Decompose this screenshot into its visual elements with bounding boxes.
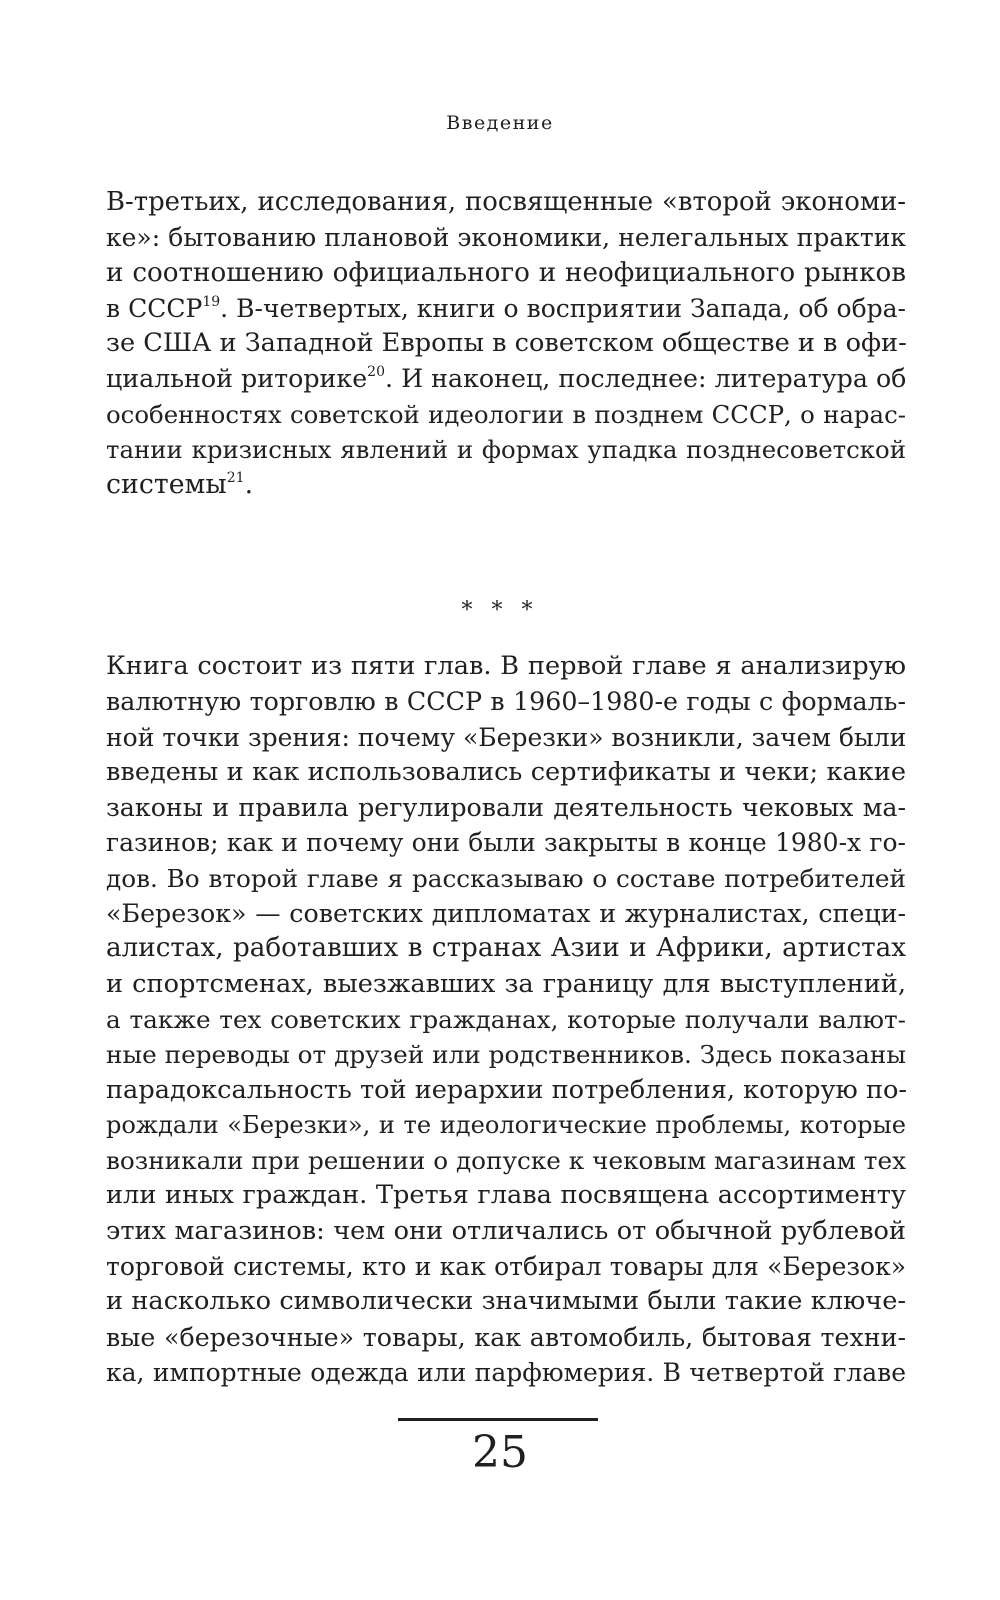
- text-line: зе США и Западной Европы в советском обществе и в офи-: [106, 328, 907, 359]
- text-line: торговой системы, кто и как отбирал товары для «Березок»: [106, 1252, 906, 1282]
- text-line: тании кризисных явлений и формах упадка позднесоветской: [106, 435, 906, 465]
- page-number-rule: [398, 1418, 598, 1421]
- text-line: газинов; как и почему они были закрыты в конце 1980-х го-: [106, 828, 906, 858]
- footnote-ref-21[interactable]: 21: [226, 470, 245, 487]
- page-number: 25: [472, 1427, 528, 1478]
- text-line: алистах, работавших в странах Азии и Африки, артистах: [106, 933, 906, 964]
- text-line: или иных граждан. Третья глава посвящена ассортименту: [106, 1180, 906, 1211]
- text-line: возникали при решении о допуске к чековым магазинам тех: [106, 1146, 906, 1176]
- text-line: системы$^{21}$.: [106, 469, 254, 501]
- text-line: дов. Во второй главе я рассказываю о составе потребителей: [106, 863, 906, 893]
- text-line: и спортсменах, выезжавших за границу для выступлений,: [106, 968, 906, 999]
- text-line: ка, импортные одежда или парфюмерия. В четвертой главе: [106, 1357, 906, 1387]
- text-line: а также тех советских гражданах, которые получали валют-: [106, 1004, 906, 1034]
- paragraph-1: [106, 185, 906, 503]
- paragraph-2: [106, 649, 906, 1390]
- text-line: парадоксальность той иерархии потребления, которую по-: [106, 1074, 908, 1105]
- section-separator: * * *: [461, 598, 539, 623]
- text-line: циальной риторике$^{20}$. И наконец, последнее: литература об: [106, 364, 907, 394]
- text-line: введены и как использовались сертификаты и чеки; какие: [106, 756, 906, 787]
- text-line: В-третьих, исследования, посвященные «второй экономи-: [106, 187, 906, 217]
- text-line: законы и правила регулировали деятельность чековых ма-: [106, 793, 906, 823]
- text-line: и насколько символически значимыми были такие ключе-: [106, 1286, 906, 1317]
- text-line: этих магазинов: чем они отличались от обычной рублевой: [106, 1215, 906, 1246]
- footnote-ref-19[interactable]: 19: [202, 293, 221, 310]
- text-line: ке»: бытованию плановой экономики, нелегальных практик: [106, 223, 906, 253]
- text-line: «Березок» — советских дипломатах и журналистах, специ-: [106, 899, 906, 929]
- text-line: в СССР$^{19}$. В-четвертых, книги о восприятии Запада, об обра-: [106, 293, 906, 323]
- text-line: валютную торговлю в СССР в 1960–1980-е годы с формаль-: [106, 687, 906, 717]
- text-line: Книга состоит из пяти глав. В первой главе я анализирую: [106, 651, 906, 681]
- footnote-ref-20[interactable]: 20: [367, 364, 385, 381]
- text-line: ные переводы от друзей или родственников. Здесь показаны: [106, 1040, 906, 1070]
- text-line: вые «березочные» товары, как автомобиль, бытовая техни-: [106, 1322, 906, 1352]
- text-line: особенностях советской идеологии в позднем СССР, о нарас-: [106, 399, 906, 429]
- running-head: Введение: [446, 112, 554, 134]
- text-line: и соотношению официального и неофициального рынков: [106, 257, 906, 288]
- text-line: ной точки зрения: почему «Березки» возникли, зачем были: [106, 722, 907, 752]
- text-line: рождали «Березки», и те идеологические проблемы, которые: [106, 1110, 906, 1139]
